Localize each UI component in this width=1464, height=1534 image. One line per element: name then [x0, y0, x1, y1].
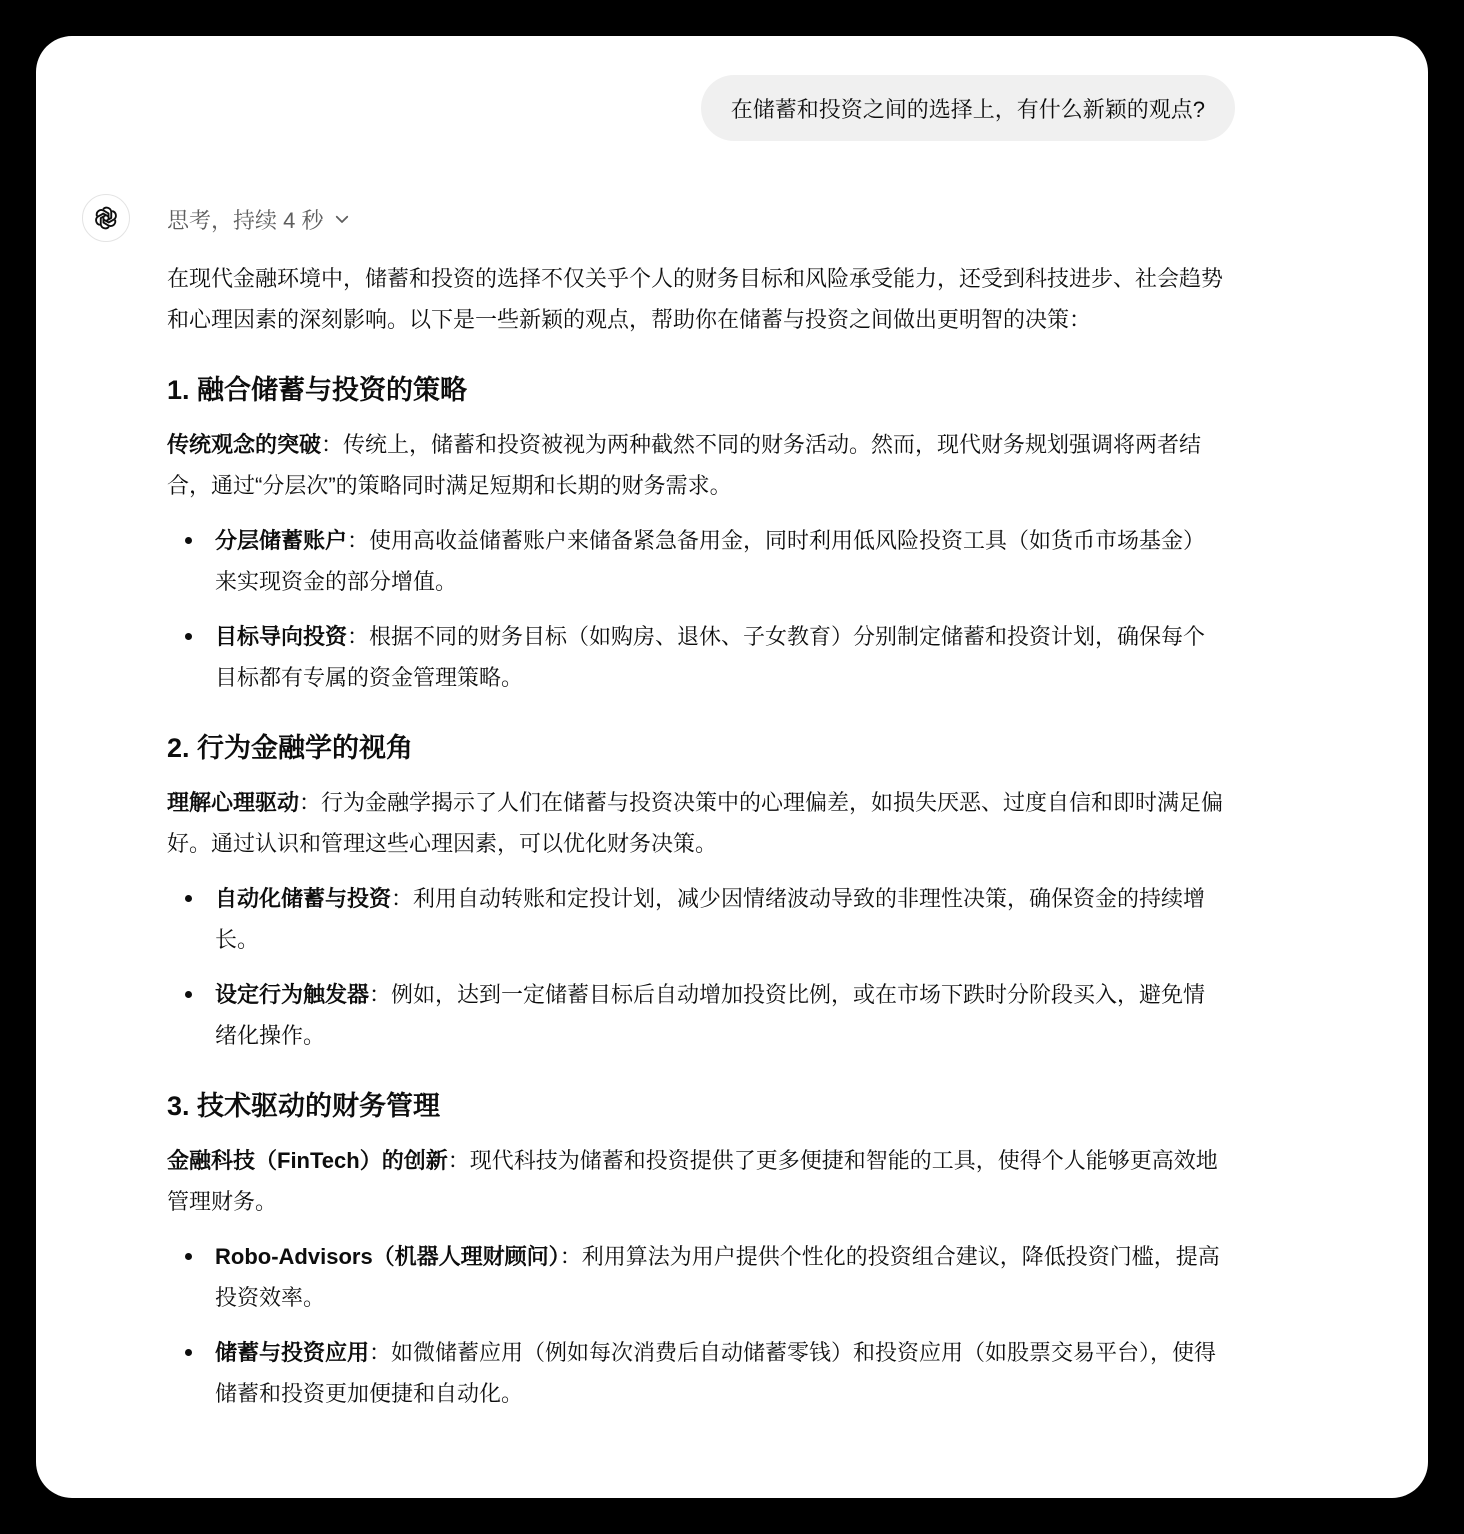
section-lead [167, 424, 1227, 506]
lead-text: ：传统上，储蓄和投资被视为两种截然不同的财务活动。然而，现代财务规划强调将两者结合，通过“分层次”的策略同时满足短期和长期的财务需求。 [167, 432, 1202, 498]
chat-window [36, 36, 1428, 1498]
bullet-list [167, 1236, 1227, 1414]
item-text: ：使用高收益储蓄账户来储备紧急备用金，同时利用低风险投资工具（如货币市场基金）来实现资金的部分增值。 [215, 528, 1206, 594]
section-lead [167, 782, 1227, 864]
item-text: ：利用算法为用户提供个性化的投资组合建议，降低投资门槛，提高投资效率。 [215, 1244, 1220, 1310]
chevron-down-icon [333, 210, 351, 228]
bullet-icon [185, 991, 192, 998]
item-text: ：如微储蓄应用（例如每次消费后自动储蓄零钱）和投资应用（如股票交易平台），使得储蓄和投资更加便捷和自动化。 [215, 1340, 1217, 1406]
user-message-bubble: 在储蓄和投资之间的选择上，有什么新颖的观点? [701, 75, 1235, 141]
bullet-icon [185, 895, 192, 902]
lead-bold: 理解心理驱动 [167, 790, 300, 815]
list-item [167, 616, 1227, 698]
bullet-icon [185, 1253, 192, 1260]
intro-paragraph: 在现代金融环境中，储蓄和投资的选择不仅关乎个人的财务目标和风险承受能力，还受到科技进步、社会趋势和心理因素的深刻影响。以下是一些新颖的观点，帮助你在储蓄与投资之间做出更明智的决策： [167, 266, 1224, 332]
bullet-list [167, 878, 1227, 1056]
item-bold: 设定行为触发器 [215, 982, 370, 1007]
item-text: ：根据不同的财务目标（如购房、退休、子女教育）分别制定储蓄和投资计划，确保每个目标都有专属的资金管理策略。 [215, 624, 1206, 690]
assistant-avatar [82, 194, 130, 242]
bullet-icon [185, 633, 192, 640]
list-item [167, 1236, 1227, 1318]
item-bold: 目标导向投资 [215, 624, 348, 649]
bullet-icon [185, 1349, 192, 1356]
lead-text: ：行为金融学揭示了人们在储蓄与投资决策中的心理偏差，如损失厌恶、过度自信和即时满足偏好。通过认识和管理这些心理因素，可以优化财务决策。 [167, 790, 1224, 856]
item-bold: 储蓄与投资应用 [215, 1340, 370, 1365]
bullet-list [167, 520, 1227, 698]
openai-logo-icon [92, 204, 120, 232]
bullet-icon [185, 537, 192, 544]
section-heading: 2. 行为金融学的视角 [167, 733, 414, 763]
list-item [167, 520, 1227, 602]
lead-bold: 传统观念的突破 [167, 432, 322, 457]
user-message-row [701, 75, 1235, 141]
section-heading: 1. 融合储蓄与投资的策略 [167, 375, 468, 405]
list-item [167, 1332, 1227, 1414]
thinking-label: 思考，持续 4 秒 [167, 207, 324, 233]
item-text: ：利用自动转账和定投计划，减少因情绪波动导致的非理性决策，确保资金的持续增长。 [215, 886, 1206, 952]
list-item [167, 878, 1227, 960]
section-2 [167, 730, 1227, 1056]
section-1 [167, 372, 1227, 698]
item-bold: Robo-Advisors（机器人理财顾问） [215, 1244, 560, 1269]
lead-text: ：现代科技为储蓄和投资提供了更多便捷和智能的工具，使得个人能够更高效地管理财务。 [167, 1148, 1218, 1214]
section-lead [167, 1140, 1227, 1222]
section-3 [167, 1088, 1227, 1414]
item-bold: 分层储蓄账户 [215, 528, 348, 553]
lead-bold: 金融科技（FinTech）的创新 [167, 1148, 448, 1173]
list-item [167, 974, 1227, 1056]
item-text: ：例如，达到一定储蓄目标后自动增加投资比例，或在市场下跌时分阶段买入，避免情绪化操作。 [215, 982, 1206, 1048]
section-heading: 3. 技术驱动的财务管理 [167, 1091, 441, 1121]
thinking-toggle[interactable] [167, 202, 351, 236]
item-bold: 自动化储蓄与投资 [215, 886, 392, 911]
assistant-response [167, 258, 1227, 1414]
